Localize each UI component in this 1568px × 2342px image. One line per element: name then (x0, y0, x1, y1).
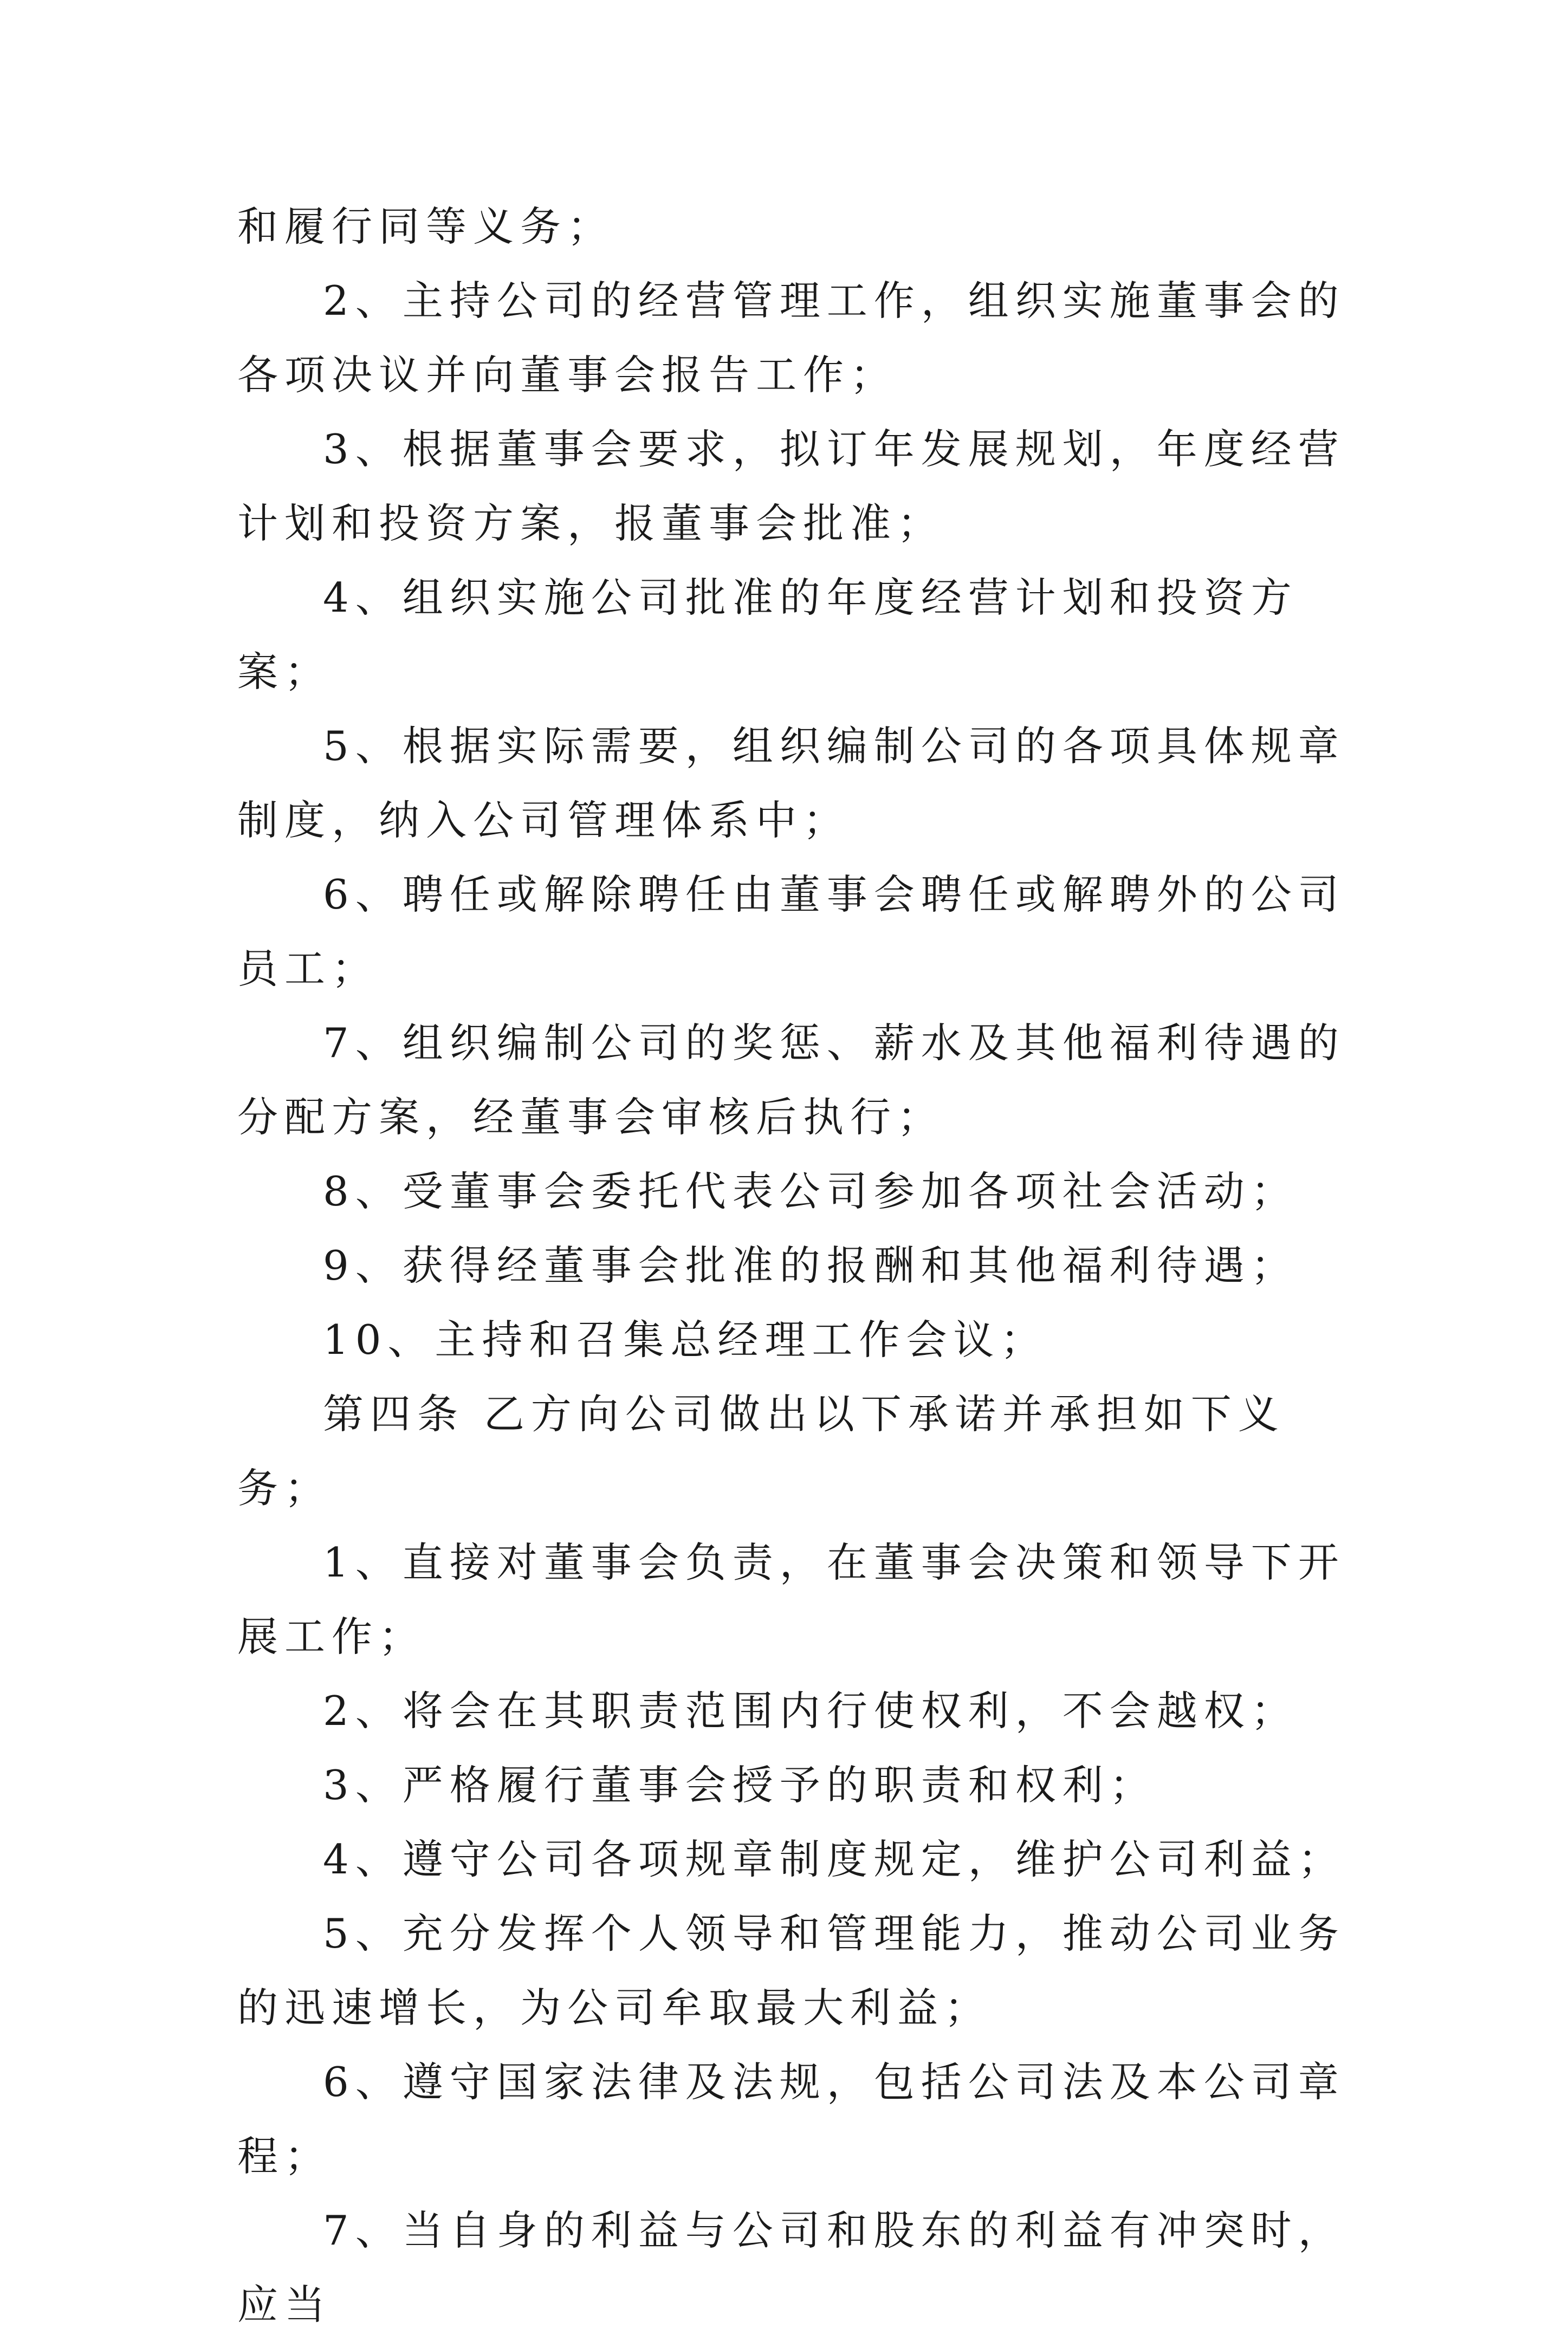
paragraph-obligation-6: 6、遵守国家法律及法规，包括公司法及本公司章程； (237, 2058, 1345, 2180)
paragraph-item-10: 10、主持和召集总经理工作会议； (323, 1316, 1048, 1364)
document-body (237, 190, 1353, 2342)
paragraph-obligation-5: 5、充分发挥个人领导和管理能力，推动公司业务的迅速增长，为公司牟取最大利益； (237, 1910, 1345, 2032)
paragraph-item-6: 6、聘任或解除聘任由董事会聘任或解聘外的公司员工； (237, 871, 1345, 992)
paragraph-continuation: 和履行同等义务； (237, 203, 615, 250)
paragraph-obligation-3: 3、严格履行董事会授予的职责和权利； (323, 1761, 1157, 1809)
paragraph-item-3: 3、根据董事会要求，拟订年发展规划，年度经营计划和投资方案，报董事会批准； (237, 425, 1345, 547)
paragraph-obligation-7: 7、当自身的利益与公司和股东的利益有冲突时，应当 (237, 2207, 1345, 2328)
paragraph-obligation-1: 1、直接对董事会负责，在董事会决策和领导下开展工作； (237, 1539, 1345, 1660)
paragraph-item-4: 4、组织实施公司批准的年度经营计划和投资方案； (237, 574, 1298, 696)
paragraph-item-5: 5、根据实际需要，组织编制公司的各项具体规章制度，纳入公司管理体系中； (237, 722, 1345, 844)
section-heading-article-4: 第四条 乙方向公司做出以下承诺并承担如下义务； (237, 1390, 1285, 1512)
paragraph-obligation-2: 2、将会在其职责范围内行使权利，不会越权； (323, 1687, 1298, 1735)
paragraph-item-9: 9、获得经董事会批准的报酬和其他福利待遇； (323, 1242, 1298, 1289)
paragraph-obligation-4: 4、遵守公司各项规章制度规定，维护公司利益； (323, 1835, 1345, 1883)
paragraph-item-2: 2、主持公司的经营管理工作，组织实施董事会的各项决议并向董事会报告工作； (237, 277, 1345, 399)
paragraph-item-7: 7、组织编制公司的奖惩、薪水及其他福利待遇的分配方案，经董事会审核后执行； (237, 1019, 1345, 1141)
paragraph-item-8: 8、受董事会委托代表公司参加各项社会活动； (323, 1167, 1298, 1215)
